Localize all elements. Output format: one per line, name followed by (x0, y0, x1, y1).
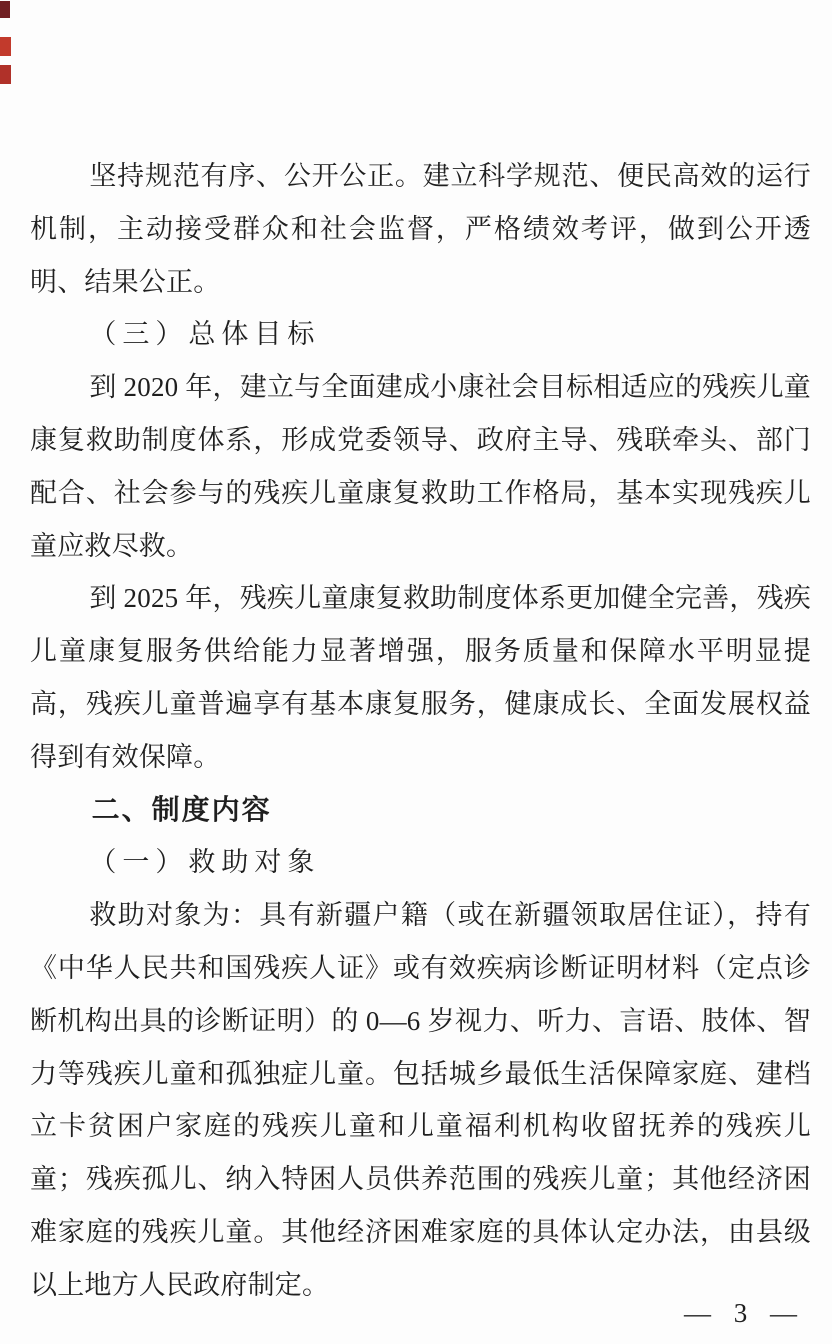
chapter-heading-system-content: 二、制度内容 (91, 793, 272, 825)
page-number: — 3 — (684, 1298, 798, 1328)
body-paragraph-goal-2025: 到 2025 年，残疾儿童康复救助制度体系更加健全完善，残疾儿童康复服务供给能力显著增强，服务质量和保障水平明显提高，残疾儿童普遍享有基本康复服务，健康成长、全面发展权益得到有效保障。 (30, 583, 811, 772)
body-paragraph-assistance-targets: 救助对象为：具有新疆户籍（或在新疆领取居住证），持有《中华人民共和国残疾人证》或有效疾病诊断证明材料（定点诊断机构出具的诊断证明）的 0—6 岁视力、听力、言语、肢体、智力等残疾儿童和孤独症儿童。包括城乡最低生活保障家庭、建档立卡贫困户家庭的残疾儿童和儿童福利机构收留抚养的残疾儿童；残疾孤儿、纳入特困人员供养范围的残疾儿童；其他经济困难家庭的残疾儿童。其他经济困难家庭的具体认定办法，由县级以上地方人民政府制定。 (30, 900, 811, 1300)
document-content (30, 150, 811, 1312)
section-heading-overall-goals: （三）总体目标 (89, 319, 321, 350)
edge-mark-1 (0, 37, 11, 56)
body-paragraph-operating-principles: 坚持规范有序、公开公正。建立科学规范、便民高效的运行机制，主动接受群众和社会监督，严格绩效考评，做到公开透明、结果公正。 (30, 161, 811, 297)
section-heading-assistance-targets: （一）救助对象 (89, 847, 321, 878)
body-paragraph-goal-2020: 到 2020 年，建立与全面建成小康社会目标相适应的残疾儿童康复救助制度体系，形成党委领导、政府主导、残联牵头、部门配合、社会参与的残疾儿童康复救助工作格局，基本实现残疾儿童应救尽救。 (30, 372, 811, 561)
edge-mark-0 (0, 1, 10, 18)
edge-mark-2 (0, 65, 11, 84)
